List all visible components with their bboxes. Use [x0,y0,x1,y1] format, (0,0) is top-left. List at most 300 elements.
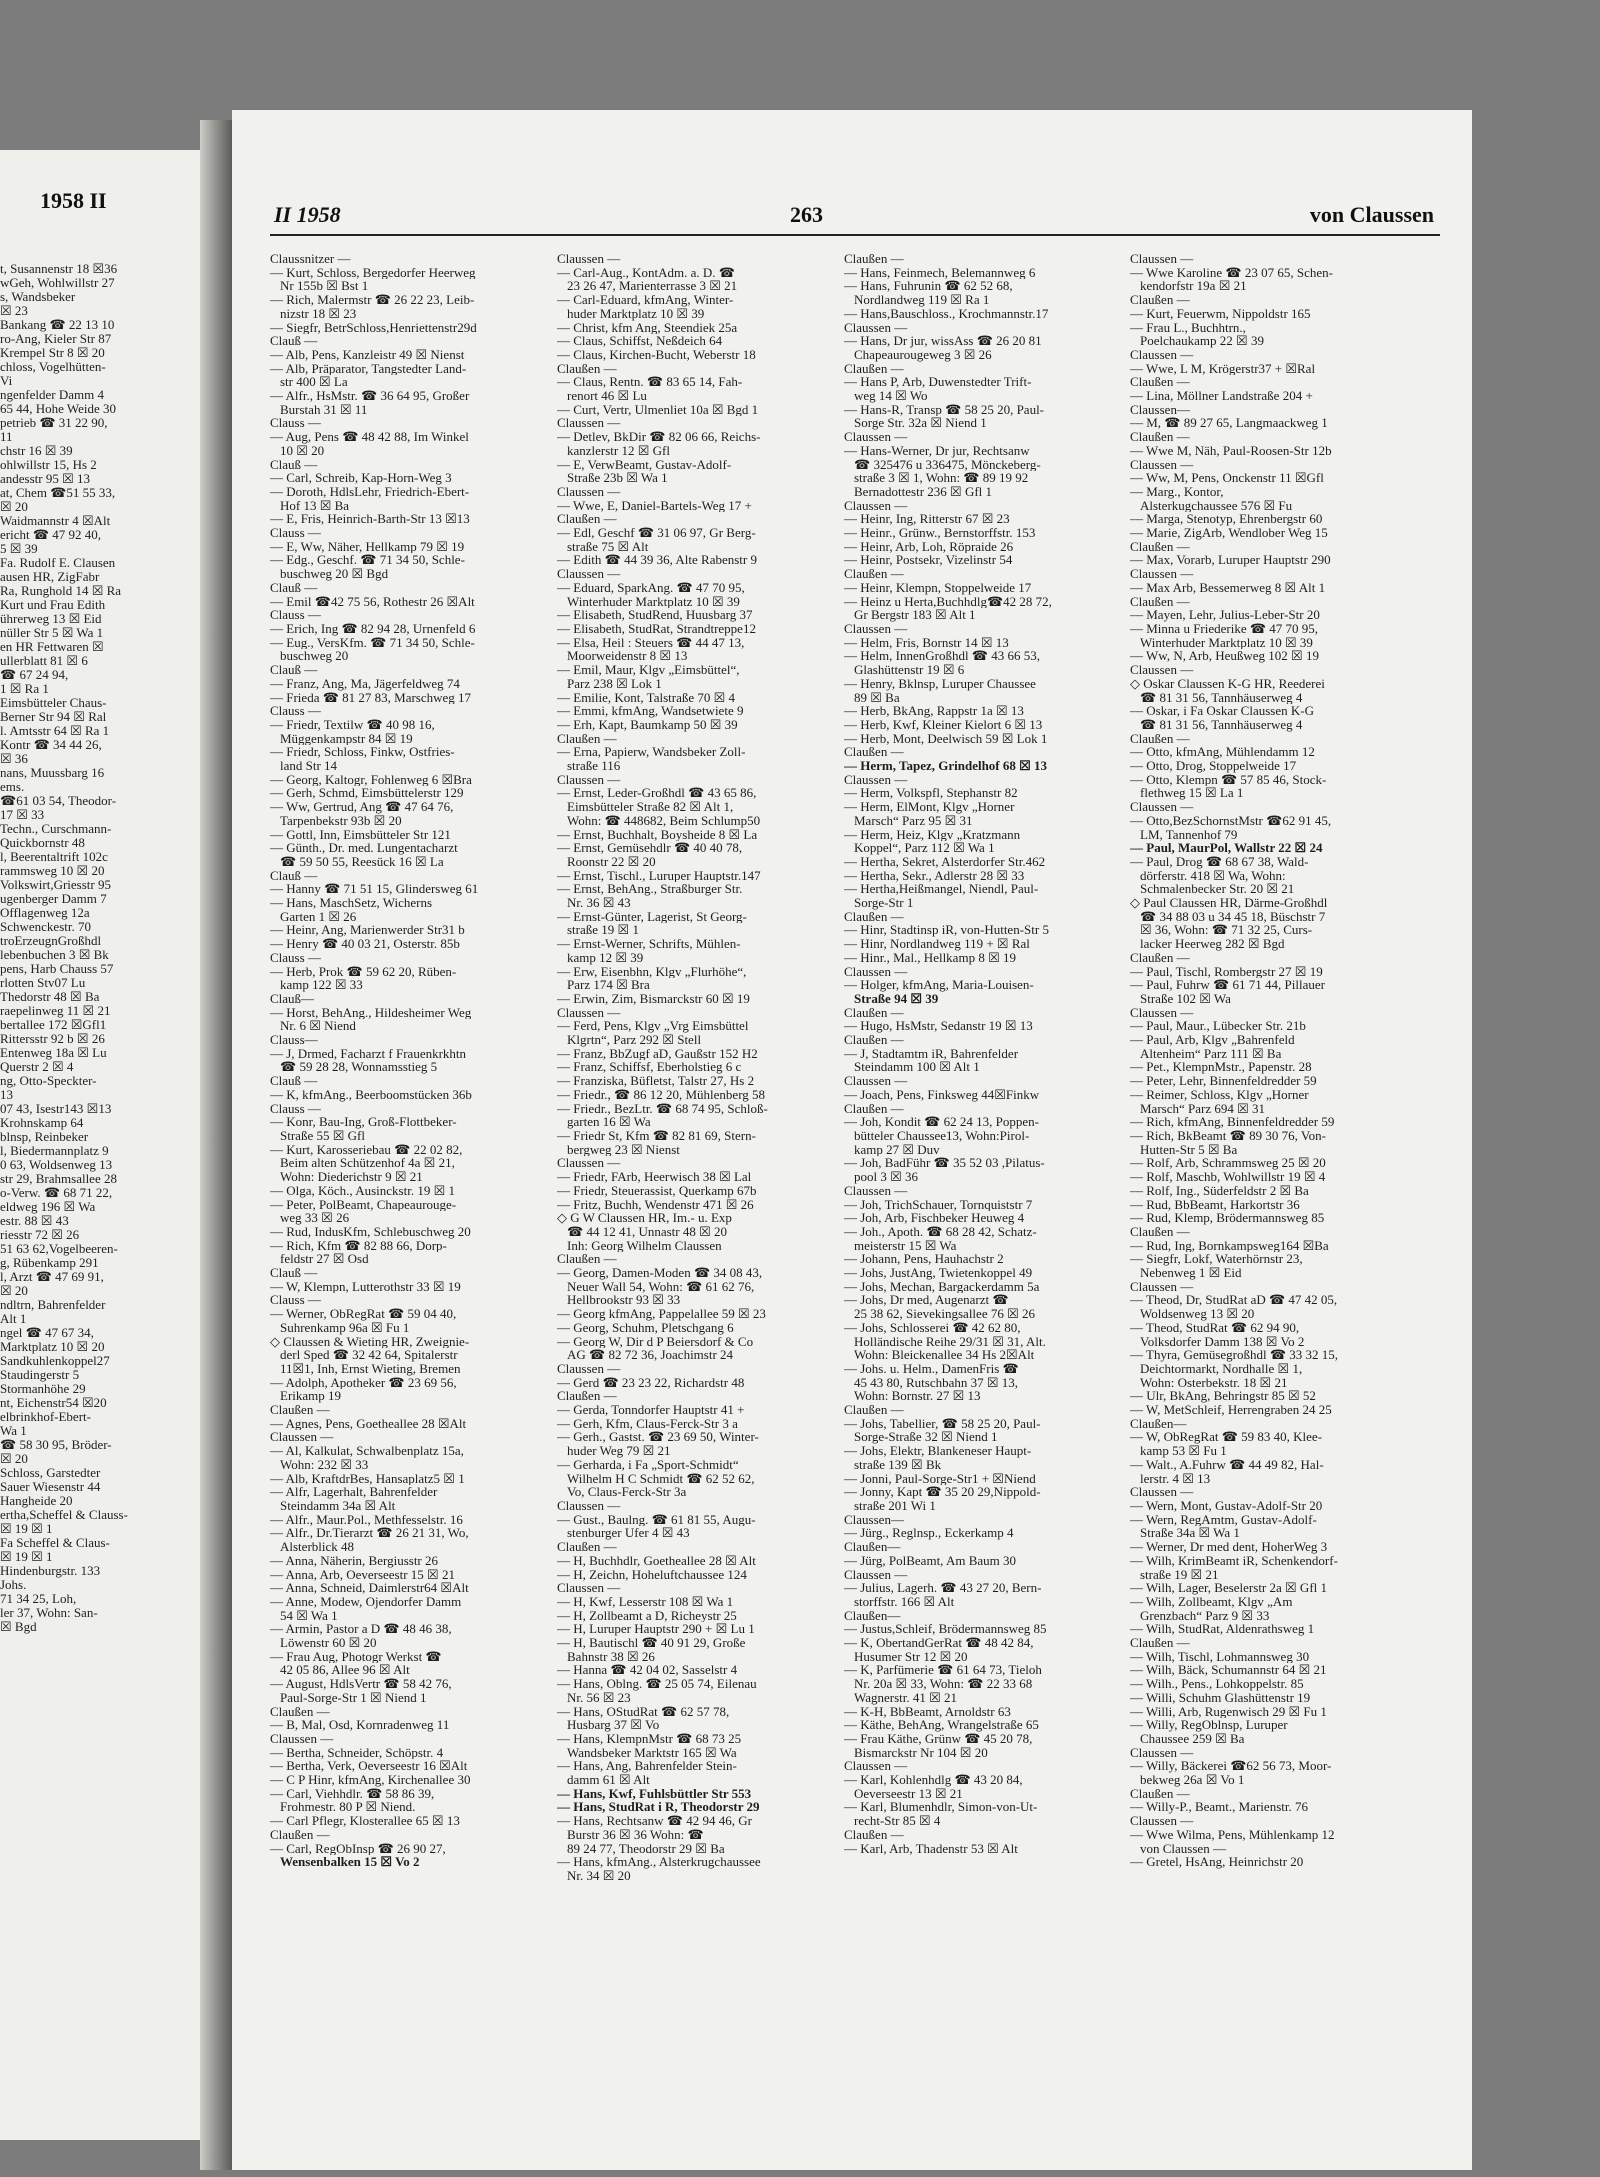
left-page-line: s, Wandsbeker [0,290,76,304]
directory-entry: — Gretel, HsAng, Heinrichstr 20 [1130,1855,1304,1869]
directory-entry: — Otto, Drog, Stoppelweide 17 [1130,759,1297,773]
directory-entry: — Karl, Arb, Thadenstr 53 ☒ Alt [844,1841,1018,1856]
entry-continuation: lerstr. 4 ☒ 13 [1140,1471,1211,1486]
surname-heading: Claußen — [1130,1224,1190,1239]
left-page-line: ☎ 58 30 95, Bröder- [0,1438,112,1452]
entry-continuation: Wohn: 232 ☒ 33 [280,1457,369,1472]
surname-heading: Claußen — [1130,375,1190,390]
entry-continuation: Wandsbeker Marktstr 165 ☒ Wa [567,1745,737,1760]
entry-continuation: 89 ☒ Ba [854,690,900,705]
left-page-line: l, Beerentaltrift 102c [0,850,108,864]
entry-continuation: Glashüttenstr 19 ☒ 6 [854,663,965,677]
left-page-column [0,262,205,1634]
directory-entry: — Claus, Rentn. ☎ 83 65 14, Fah- [557,375,743,390]
directory-entry: — Johann, Pens, Hauhachstr 2 [844,1252,1004,1267]
directory-entry: — Horst, BehAng., Hildesheimer Weg [270,1005,472,1020]
entry-continuation: kamp 12 ☒ 39 [567,950,644,965]
surname-heading: Claußen — [1130,594,1190,609]
directory-entry: — Ernst-Günter, Lagerist, St Georg- [557,909,747,924]
directory-entry: — Lina, Möllner Landstraße 204 + [1130,389,1313,403]
directory-entry: — Al, Kalkulat, Schwalbenplatz 15a, [270,1444,464,1458]
directory-entry: — Hertha, Sekret, Alsterdorfer Str.462 [844,854,1046,869]
directory-entry: — Johs, Dr med, Augenarzt ☎ [844,1293,1009,1308]
directory-entry: — K, Parfümerie ☎ 61 64 73, Tieloh [844,1663,1042,1678]
directory-entry: — Julius, Lagerh. ☎ 43 27 20, Bern- [844,1581,1042,1595]
left-page-line: Kontr ☎ 34 44 26, [0,738,102,752]
entry-continuation: nizstr 18 ☒ 23 [280,306,357,321]
directory-entry: — Claus, Kirchen-Bucht, Weberstr 18 [557,347,756,362]
directory-entry: — Hans,Bauschloss., Krochmannstr.17 [844,306,1049,321]
surname-heading: Claussen — [557,416,621,431]
surname-heading: Claußen— [844,1608,901,1623]
directory-entry: — Hans, OStudRat ☎ 62 57 78, [557,1704,730,1719]
directory-entry: — Olga, Köch., Ausinckstr. 19 ☒ 1 [270,1183,455,1198]
directory-entry: — Gerh, Schmd, Eimsbüttelerstr 129 [270,786,464,801]
entry-continuation: Gr Bergstr 183 ☒ Alt 1 [854,608,976,622]
left-page-line: ertha,Scheffel & Clauss- [0,1508,128,1522]
left-page-line: Alt 1 [0,1312,27,1326]
directory-entry: — Oskar, i Fa Oskar Claussen K-G [1130,704,1314,718]
left-page-line: chloss, Vogelhütten- [0,360,106,374]
directory-entry: — Edl, Geschf ☎ 31 06 97, Gr Berg- [557,526,756,540]
entry-continuation: damm 61 ☒ Alt [567,1773,650,1787]
left-page-line: 71 34 25, Loh, [0,1592,77,1606]
entry-continuation: Sorge-Str 1 [854,896,914,910]
entry-continuation: straße 116 [567,759,621,773]
directory-entry: — Anna, Näherin, Bergiusstr 26 [270,1553,439,1568]
directory-entry: — Siegfr, Lokf, Waterhörnstr 23, [1130,1252,1303,1267]
directory-entry: — Gottl, Inn, Eimsbütteler Str 121 [270,827,451,842]
directory-entry: — Erh, Kapt, Baumkamp 50 ☒ 39 [557,717,738,732]
left-page-line: Bankang ☎ 22 13 10 [0,318,115,332]
surname-heading: Claussen — [557,567,621,581]
directory-entry: — Eduard, SparkAng. ☎ 47 70 95, [557,580,745,595]
entry-continuation: Hellbrookstr 93 ☒ 33 [567,1293,681,1308]
left-page-line: ührerweg 13 ☒ Eid [0,612,102,626]
left-page-line: Krohnskamp 64 [0,1116,84,1130]
directory-entry: — Wwe Wilma, Pens, Mühlenkamp 12 [1130,1827,1335,1842]
left-page-line: o-Verw. ☎ 68 71 22, [0,1186,113,1200]
left-page-line: Hangheide 20 [0,1494,73,1508]
left-page-line: 51 63 62,Vogelbeeren- [0,1242,118,1256]
directory-entry: — Herb, BkAng, Rappstr 1a ☒ 13 [844,704,1024,718]
entry-continuation: Alsterkugchaussee 576 ☒ Fu [1140,498,1293,513]
directory-entry: ◇ Oskar Claussen K-G HR, Reederei [1130,676,1325,691]
directory-entry: — Johs, Mechan, Bargackerdamm 5a [844,1279,1040,1294]
entry-continuation: Nr. 6 ☒ Niend [280,1019,356,1034]
directory-entry: — Hans-R, Transp ☎ 58 25 20, Paul- [844,402,1045,417]
directory-entry: — Heinz u Herta,Buchhdlg☎42 28 72, [844,594,1052,609]
directory-entry: — H, Zeichn, Hoheluftchaussee 124 [557,1567,747,1582]
directory-entry: — Doroth, HdlsLehr, Friedrich-Ebert- [270,484,470,499]
left-page-line: 5 ☒ 39 [0,542,38,556]
entry-continuation: Marsch“ Parz 694 ☒ 31 [1140,1101,1266,1116]
directory-entry: — Alb, Pens, Kanzleistr 49 ☒ Nienst [270,347,465,362]
directory-entry: Straße 94 ☒ 39 [854,991,939,1006]
directory-entry: ◇ Claussen & Wieting HR, Zweignie- [270,1334,470,1349]
directory-entry: — Hans, StudRat i R, Theodorstr 29 [557,1800,760,1815]
entry-continuation: Klgrtn“, Parz 292 ☒ Stell [567,1033,702,1047]
surname-heading: Claussen — [1130,457,1194,472]
entry-continuation: Eimsbütteler Straße 82 ☒ Alt 1, [567,800,734,814]
directory-entry: — Georg, Kaltogr, Fohlenweg 6 ☒Bra [270,772,472,787]
directory-entry: — Hans, KlempnMstr ☎ 68 73 25 [557,1731,742,1746]
directory-entry: — Wilh, Tischl, Lohmannsweg 30 [1130,1649,1310,1664]
entry-continuation: Inh: Georg Wilhelm Claussen [567,1238,722,1253]
entry-continuation: Suhrenkamp 96a ☒ Fu 1 [280,1320,410,1335]
directory-entry: — Georg, Schuhm, Pletschgang 6 [557,1320,734,1335]
entry-continuation: Nr 155b ☒ Bst 1 [280,279,369,294]
entry-continuation: Erikamp 19 [280,1389,342,1404]
entry-continuation: kamp 122 ☒ 33 [280,978,363,992]
entry-continuation: 89 24 77, Theodorstr 29 ☒ Ba [567,1841,725,1856]
entry-continuation: bergweg 23 ☒ Nienst [567,1142,680,1157]
directory-entry: — Herb, Kwf, Kleiner Kielort 6 ☒ 13 [844,717,1043,732]
left-page-line: ☒ Bgd [0,1620,37,1634]
surname-heading: Claussen — [557,1498,621,1513]
directory-entry: — Rich, Kfm ☎ 82 88 66, Dorp- [270,1238,447,1253]
surname-heading: Claussen — [844,772,908,787]
left-page [0,150,212,2140]
directory-entry: — H, Kwf, Lesserstr 108 ☒ Wa 1 [557,1594,734,1609]
directory-entry: — Peter, PolBeamt, Chapeaurouge- [270,1197,457,1212]
directory-entry: — Käthe, BehAng, Wrangelstraße 65 [844,1718,1039,1732]
directory-entry: — Marg., Kontor, [1130,484,1224,499]
left-page-line: chstr 16 ☒ 39 [0,444,73,458]
entry-continuation: 42 05 86, Allee 96 ☒ Alt [280,1663,410,1678]
directory-entry: — Paul, MaurPol, Wallstr 22 ☒ 24 [1130,841,1323,855]
directory-entry: — Heinr, Ang, Marienwerder Str31 b [270,923,465,938]
surname-heading: Claussen — [1130,567,1194,581]
surname-heading: Claussen — [270,1430,334,1445]
directory-entry: — Herm, Tapez, Grindelhof 68 ☒ 13 [844,759,1048,773]
left-page-line: ems. [0,780,25,794]
directory-entry: — Hans, Ang, Bahrenfelder Stein- [557,1759,737,1774]
directory-entry: — Franz, Ang, Ma, Jägerfeldweg 74 [270,676,460,691]
entry-continuation: Wohn: Diederichstr 9 ☒ 21 [280,1170,423,1184]
directory-entry: — Peter, Lehr, Binnenfeldredder 59 [1130,1074,1317,1088]
directory-entry: — Friedr, Schloss, Finkw, Ostfries- [270,745,455,760]
directory-entry: — Hans P, Arb, Duwenstedter Trift- [844,375,1032,390]
surname-heading: Claussen — [1130,1005,1194,1020]
entry-continuation: Frohmestr. 80 P ☒ Niend. [280,1800,416,1815]
entry-continuation: Chaussee 259 ☒ Ba [1140,1731,1245,1746]
left-page-line: Marktplatz 10 ☒ 20 [0,1340,105,1354]
directory-column-2 [557,252,829,1883]
entry-continuation: straße 201 Wi 1 [854,1498,936,1513]
left-page-line: rammsweg 10 ☒ 20 [0,864,105,878]
left-page-line: ngenfelder Damm 4 [0,388,104,402]
left-page-line: ☒ 20 [0,1452,28,1466]
surname-heading: Claussen — [844,498,908,513]
surname-heading: Claußen — [844,567,904,581]
directory-entry: — Herb, Prok ☎ 59 62 20, Rüben- [270,964,457,979]
directory-entry: — Marga, Stenotyp, Ehrenbergstr 60 [1130,512,1323,527]
directory-entry: — Rud, Klemp, Brödermannsweg 85 [1130,1211,1325,1225]
entry-continuation: Nr. 20a ☒ 33, Wohn: ☎ 22 33 68 [854,1677,1033,1691]
left-page-line: ohlwillstr 15, Hs 2 [0,458,97,472]
entry-continuation: Paul-Sorge-Str 1 ☒ Niend 1 [280,1690,427,1705]
entry-continuation: LM, Tannenhof 79 [1140,827,1238,842]
directory-entry: — Ulr, BkAng, Behringstr 85 ☒ 52 [1130,1389,1316,1404]
directory-entry: — Johs, Schlosserei ☎ 42 62 80, [844,1320,1021,1335]
entry-continuation: land Str 14 [280,759,338,773]
surname-heading: Clauß — [270,1266,318,1280]
left-page-line: Kurt und Frau Edith [0,598,106,612]
surname-heading: Claußen — [557,361,617,376]
directory-entry: — Alb, KraftdrBes, Hansaplatz5 ☒ 1 [270,1471,465,1486]
surname-heading: Claussen — [270,1731,334,1746]
entry-continuation: Parz 174 ☒ Bra [567,978,650,992]
left-page-line: 11 [0,430,13,444]
directory-entry: — Jürg, PolBeamt, Am Baum 30 [844,1553,1017,1568]
surname-heading: Clauß — [270,663,318,677]
left-page-line: Sandkuhlenkoppel27 [0,1354,110,1368]
surname-heading: Clauss — [270,950,321,965]
directory-entry: — Edg., Geschf. ☎ 71 34 50, Schle- [270,553,465,568]
directory-entry: — August, HdlsVertr ☎ 58 42 76, [270,1677,452,1691]
entry-continuation: buschweg 20 [280,649,349,664]
directory-entry: — Justus,Schleif, Brödermannsweg 85 [844,1622,1047,1637]
directory-entry: — H, Luruper Hauptstr 290 + ☒ Lu 1 [557,1622,755,1637]
entry-continuation: str 400 ☒ La [280,375,348,390]
entry-continuation: Sorge Str. 32a ☒ Niend 1 [854,416,987,431]
surname-heading: Clauss — [270,608,321,622]
directory-entry: — Hinr., Mal., Hellkamp 8 ☒ 19 [844,950,1016,965]
directory-entry: — Erna, Papierw, Wandsbeker Zoll- [557,745,746,760]
surname-heading: Claußen — [1130,293,1190,307]
left-page-line: 1 ☒ Ra 1 [0,682,49,696]
directory-entry: — Karl, Kohlenhdlg ☎ 43 20 84, [844,1773,1023,1787]
entry-continuation: Müggenkampstr 84 ☒ 19 [280,731,413,746]
directory-entry: — K, kfmAng., Beerboomstücken 36b [270,1087,472,1102]
directory-entry: — Holger, kfmAng, Maria-Louisen- [844,978,1034,992]
directory-entry: — Ferd, Pens, Klgv „Vrg Eimsbüttel [557,1019,749,1034]
entry-continuation: weg 14 ☒ Wo [854,389,928,403]
directory-entry: — Rich, BkBeamt ☎ 89 30 76, Von- [1130,1129,1326,1143]
directory-entry: — Kurt, Feuerwm, Nippoldstr 165 [1130,306,1311,321]
directory-entry: Wensenbalken 15 ☒ Vo 2 [280,1855,420,1869]
left-page-line: ☒ 19 ☒ 1 [0,1522,53,1536]
directory-entry: — Ernst, Gemüsehdlr ☎ 40 40 78, [557,841,743,855]
entry-continuation: feldstr 27 ☒ Osd [280,1252,369,1267]
directory-entry: — Joh, TrichSchauer, Tornquiststr 7 [844,1197,1033,1212]
directory-entry: — Heinr, Arb, Loh, Röpraide 26 [844,539,1014,554]
left-page-line: ☎ 67 24 94, [0,668,69,682]
entry-continuation: straße 139 ☒ Bk [854,1457,942,1472]
directory-entry: — Hans, kfmAng., Alsterkrugchaussee [557,1855,761,1869]
left-page-line: Stormanhöhe 29 [0,1382,86,1396]
surname-heading: Clauß — [270,334,318,348]
surname-heading: Claußen — [557,1389,617,1404]
directory-entry: — Hans, MaschSetz, Wicherns [270,896,433,910]
surname-heading: Claußen — [844,1403,904,1417]
directory-entry: — Carl Pflegr, Klosterallee 65 ☒ 13 [270,1814,460,1828]
entry-continuation: Oeverseestr 13 ☒ 21 [854,1786,963,1801]
left-page-line: Eimsbütteler Chaus- [0,696,107,710]
surname-heading: Claußen — [557,512,617,527]
left-page-line: Johs. [0,1578,27,1592]
directory-entry: — Alfr., HsMstr. ☎ 36 64 95, Großer [270,389,470,403]
left-page-line: Schloss, Garstedter [0,1466,101,1480]
entry-continuation: Steindamm 34a ☒ Alt [280,1498,396,1513]
surname-heading: Claussen — [1130,1485,1194,1499]
entry-continuation: Volksdorfer Damm 138 ☒ Vo 2 [1140,1334,1305,1349]
surname-heading: Claußen — [1130,1786,1190,1801]
directory-column-1 [270,252,542,1869]
directory-entry: — Bertha, Schneider, Schöpstr. 4 [270,1745,444,1760]
directory-entry: — Wern, RegAmtm, Gustav-Adolf- [1130,1512,1317,1527]
left-page-line: l, Arzt ☎ 47 69 91, [0,1270,104,1284]
entry-continuation: huder Marktplatz 10 ☒ 39 [567,306,705,321]
surname-heading: Claussen — [1130,800,1194,814]
directory-entry: — Emil ☎42 75 56, Rothestr 26 ☒Alt [270,594,475,609]
left-page-line: str 29, Brahmsallee 28 [0,1172,117,1186]
entry-continuation: ☎ 59 28 28, Wonnamsstieg 5 [280,1060,438,1075]
left-page-line: 65 44, Hohe Weide 30 [0,402,117,416]
right-page [232,110,1472,2170]
directory-entry: — Willy, Bäckerei ☎62 56 73, Moor- [1130,1759,1332,1774]
left-page-line: ☒ 19 ☒ 1 [0,1550,53,1564]
directory-entry: — Friedr, Steuerassist, Querkamp 67b [557,1183,757,1198]
directory-entry: — K, ObertandGerRat ☎ 48 42 84, [844,1636,1034,1650]
directory-entry: — Armin, Pastor a D ☎ 48 46 38, [270,1622,452,1637]
directory-entry: — W, MetSchleif, Herrengraben 24 25 [1130,1403,1332,1417]
entry-continuation: Garten 1 ☒ 26 [280,909,357,924]
surname-heading: Claussen — [844,430,908,444]
directory-entry: — Hinr, Nordlandweg 119 + ☒ Ral [844,937,1030,951]
directory-entry: — Henry, Bklnsp, Luruper Chaussee [844,676,1036,691]
directory-entry: — Paul, Tischl, Rombergstr 27 ☒ 19 [1130,964,1323,979]
directory-entry: — Aug, Pens ☎ 48 42 88, Im Winkel [270,430,469,444]
directory-entry: — Hertha,Heißmangel, Niendl, Paul- [844,882,1039,897]
directory-entry: — Wilh., Pens., Lohkoppelstr. 85 [1130,1677,1304,1691]
directory-entry: — Carl, Schreib, Kap-Horn-Weg 3 [270,471,452,485]
surname-heading: Claussen — [1130,1279,1194,1294]
directory-entry: — Carl, Viehhdlr. ☎ 58 86 39, [270,1786,435,1801]
directory-entry: — Erwin, Zim, Bismarckstr 60 ☒ 19 [557,991,750,1006]
directory-entry: — K-H, BbBeamt, Arnoldstr 63 [844,1704,1011,1719]
directory-entry: — Erich, Ing ☎ 82 94 28, Urnenfeld 6 [270,621,476,636]
entry-continuation: Straße 55 ☒ Gfl [280,1129,365,1143]
directory-entry: — Gerhardа, i Fa „Sport-Schmidt“ [557,1457,739,1472]
directory-entry: — M, ☎ 89 27 65, Langmaackweg 1 [1130,416,1328,431]
entry-continuation: Chapeaurougeweg 3 ☒ 26 [854,347,992,362]
directory-entry: — C P Hinr, kfmAng, Kirchenallee 30 [270,1773,471,1787]
surname-heading: Clauss — [270,416,321,431]
directory-entry: — Ernst, Tischl., Luruper Hauptstr.147 [557,868,761,883]
entry-continuation: Nr. 34 ☒ 20 [567,1868,631,1883]
directory-entry: — J, Stadtamtm iR, Bahrenfelder [844,1046,1019,1061]
directory-entry: — Elisabeth, StudRend, Huusbarg 37 [557,608,753,622]
directory-entry: — Wilh, KrimBeamt iR, Schenkendorf- [1130,1553,1338,1568]
surname-heading: Claußen — [844,1005,904,1020]
directory-entry: — Hanny ☎ 71 51 15, Glindersweg 61 [270,882,479,897]
entry-continuation: Grenzbach“ Parz 9 ☒ 33 [1140,1608,1270,1623]
surname-heading: Claussen — [557,772,621,787]
directory-entry: — Johs, JustAng, Twietenkoppel 49 [844,1266,1033,1280]
entry-continuation: Hof 13 ☒ Ba [280,498,350,513]
directory-entry: — Ww, N, Arb, Heußweg 102 ☒ 19 [1130,649,1319,664]
surname-heading: Clauß — [270,868,318,883]
entry-continuation: Marsch“ Parz 95 ☒ 31 [854,813,973,828]
surname-heading: Clauss — [270,704,321,718]
entry-continuation: renort 46 ☒ Lu [567,389,647,403]
left-page-line: riesstr 72 ☒ 26 [0,1228,80,1242]
entry-continuation: Poelchaukamp 22 ☒ 39 [1140,334,1264,348]
directory-entry: — Friedr St, Kfm ☎ 82 81 69, Stern- [557,1129,756,1143]
directory-entry: — Ernst, Leder-Großhdl ☎ 43 65 86, [557,786,757,801]
directory-entry: — Ernst-Werner, Schrifts, Mühlen- [557,937,741,951]
surname-heading: Claußen — [844,909,904,924]
directory-entry: — Joach, Pens, Finksweg 44☒Finkw [844,1087,1040,1102]
directory-entry: — Rud, BbBeamt, Harkortstr 36 [1130,1197,1300,1212]
entry-continuation: Husbarg 37 ☒ Vo [567,1718,660,1732]
left-page-line: Berner Str 94 ☒ Ral [0,710,107,724]
left-page-line: t, Susannenstr 18 ☒36 [0,262,118,276]
directory-entry: ◇ G W Claussen HR, Im.- u. Exp [557,1211,732,1225]
directory-entry: — Herm, Heiz, Klgv „Kratzmann [844,827,1021,842]
left-page-line: 07 43, Isestr143 ☒13 [0,1102,112,1116]
left-page-header: 1958 II [40,188,107,213]
directory-entry: — Willy-P., Beamt., Marienstr. 76 [1130,1800,1308,1815]
entry-continuation: kamp 27 ☒ Duv [854,1142,940,1157]
directory-entry: — Hinr, Stadtinsp iR, von-Hutten-Str 5 [844,923,1049,938]
directory-entry: — Walt., A.Fuhrw ☎ 44 49 82, Hal- [1130,1457,1324,1472]
entry-continuation: 54 ☒ Wa 1 [280,1608,338,1623]
entry-continuation: Alsterblick 48 [280,1540,355,1554]
entry-continuation: Straße 23b ☒ Wa 1 [567,471,668,485]
directory-entry: — Mayen, Lehr, Julius-Leber-Str 20 [1130,608,1320,622]
left-page-line: ro-Ang, Kieler Str 87 [0,332,112,346]
directory-entry: — H, Zollbeamt a D, Richeystr 25 [557,1608,737,1623]
directory-entry: — Ww, Gertrud, Ang ☎ 47 64 76, [270,800,454,814]
entry-continuation: lacker Heerweg 282 ☒ Bgd [1140,937,1285,951]
surname-heading: Claussen — [1130,1745,1194,1760]
left-page-line: ndltrn, Bahrenfelder [0,1298,106,1312]
surname-heading: Claußen — [270,1403,330,1417]
directory-entry: — Ww, M, Pens, Onckenstr 11 ☒Gfl [1130,471,1324,485]
left-page-line: Krempel Str 8 ☒ 20 [0,346,105,360]
directory-entry: — Wwe Karoline ☎ 23 07 65, Schen- [1130,265,1333,280]
entry-continuation: 25 38 62, Sievekingsallee 76 ☒ 26 [854,1307,1035,1321]
left-page-line: rlotten Stv07 Lu [0,976,86,990]
entry-continuation: garten 16 ☒ Wa [567,1115,651,1129]
entry-continuation: Steindamm 100 ☒ Alt 1 [854,1060,980,1075]
entry-continuation: Nr. 36 ☒ 43 [567,896,631,910]
directory-entry: — Paul, Drog ☎ 68 67 38, Wald- [1130,854,1309,869]
left-page-line: ler 37, Wohn: San- [0,1606,98,1620]
directory-entry: — Frieda ☎ 81 27 83, Marschweg 17 [270,690,472,705]
directory-entry: — Carl-Eduard, kfmAng, Winter- [557,293,734,307]
directory-entry: — B, Mal, Osd, Kornradenweg 11 [270,1718,450,1732]
surname-heading: Claußen — [557,1540,617,1554]
entry-continuation: 10 ☒ 20 [280,443,325,458]
entry-continuation: 45 43 80, Rutschbahn 37 ☒ 13, [854,1375,1019,1390]
left-page-line: ☒ 36 [0,752,28,766]
directory-entry: — E, Fris, Heinrich-Barth-Str 13 ☒13 [270,512,470,527]
directory-entry: — Joh, Arb, Fischbeker Heuweg 4 [844,1211,1025,1225]
surname-heading: Claussen — [557,1581,621,1595]
directory-entry: — Franz, Schiffsf, Eberholstieg 6 c [557,1060,742,1075]
surname-heading: Claußen — [1130,430,1190,444]
entry-continuation: storffstr. 166 ☒ Alt [854,1594,955,1609]
directory-entry: — Alb, Präparator, Tangstedter Land- [270,361,467,376]
entry-continuation: Vo, Claus-Ferck-Str 3a [567,1485,687,1499]
entry-continuation: Moorweidenstr 8 ☒ 13 [567,649,688,664]
directory-entry: — E, VerwBeamt, Gustav-Adolf- [557,457,732,472]
left-page-line: Rittersstr 92 b ☒ 26 [0,1032,105,1046]
